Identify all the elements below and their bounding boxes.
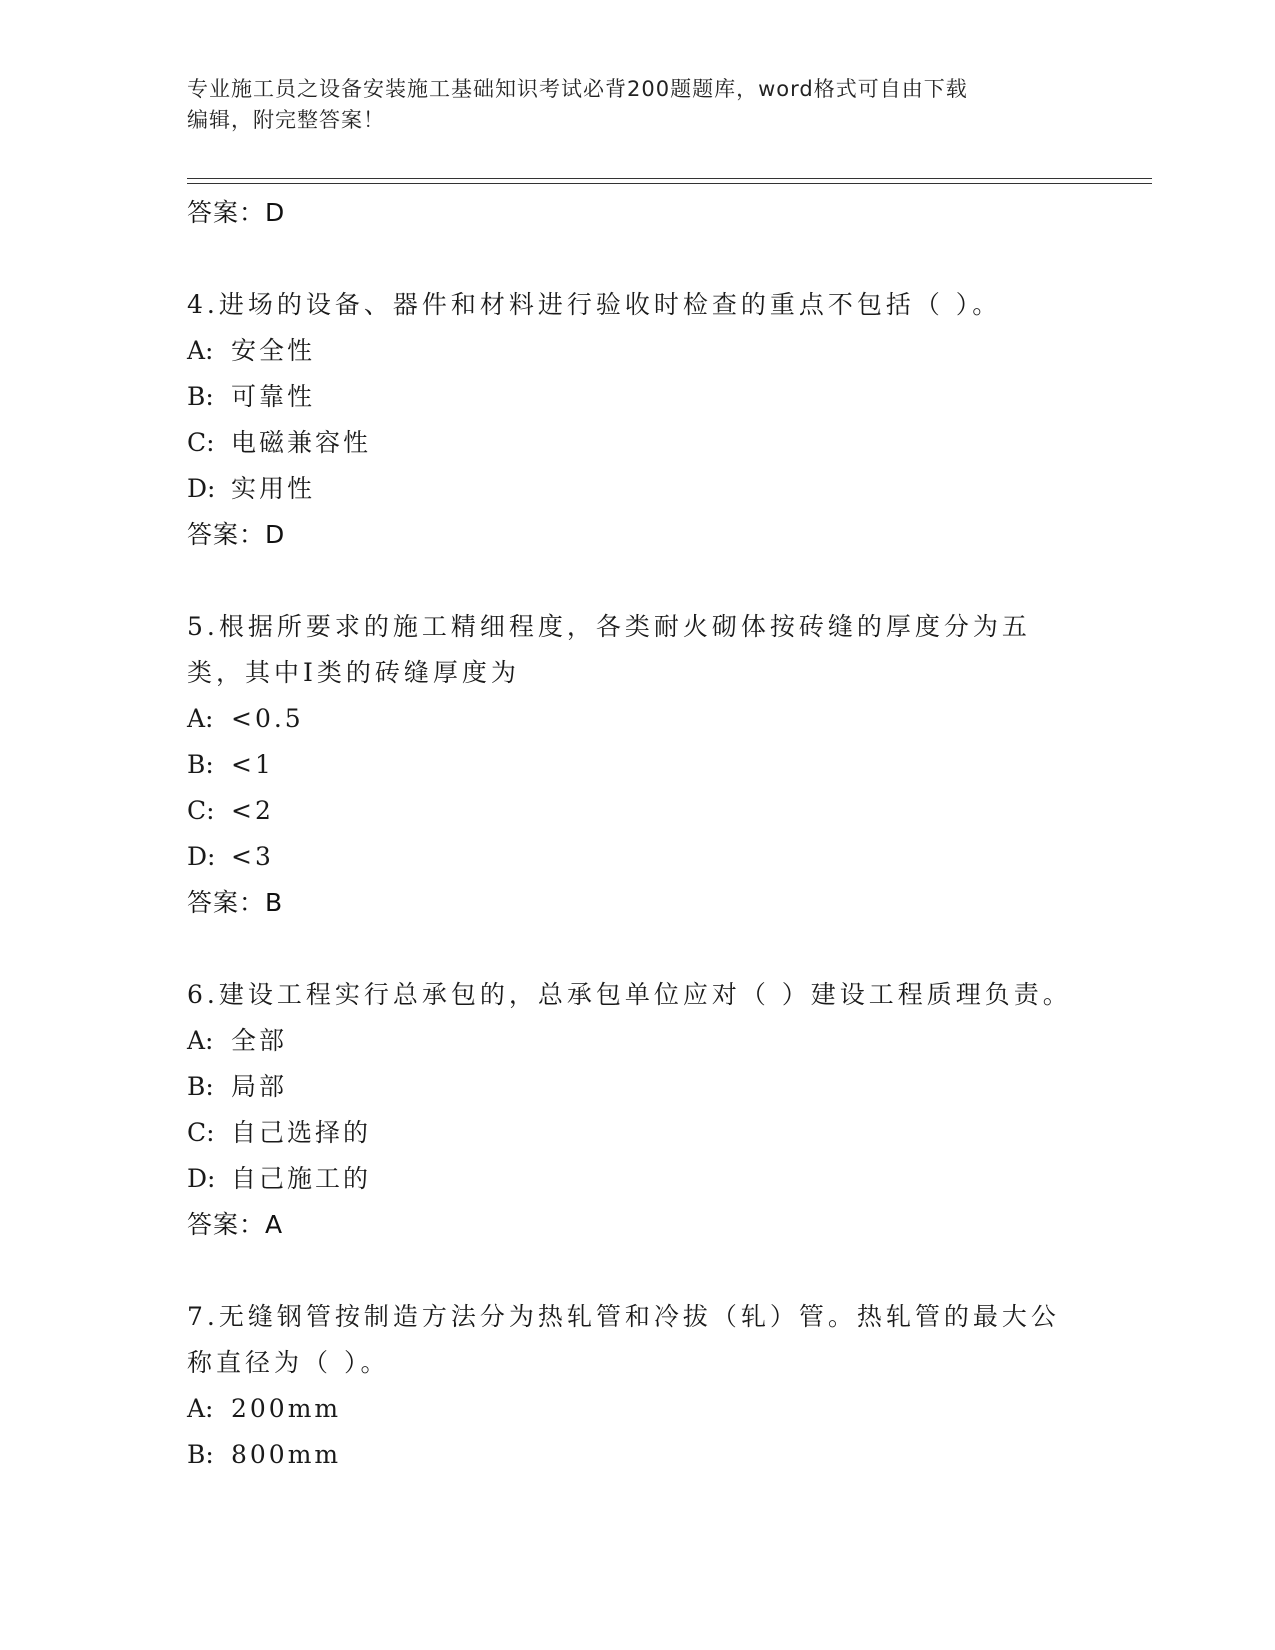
option-a bbox=[187, 328, 1087, 374]
option-text: 自己施工的 bbox=[231, 1164, 372, 1193]
option-b bbox=[187, 742, 1087, 788]
option-letter: D: bbox=[187, 474, 216, 503]
option-b bbox=[187, 374, 1087, 420]
answer-line: 答案：D bbox=[187, 520, 286, 549]
question-block bbox=[187, 604, 1087, 926]
option-text: 电磁兼容性 bbox=[231, 428, 372, 457]
answer-line: 答案：D bbox=[187, 198, 286, 227]
option-letter: A: bbox=[187, 1394, 214, 1423]
option-letter: C: bbox=[187, 1118, 215, 1147]
option-text: <1 bbox=[231, 750, 274, 779]
option-text: 200mm bbox=[231, 1394, 342, 1423]
option-c bbox=[187, 420, 1087, 466]
question-text: 4.进场的设备、器件和材料进行验收时检查的重点不包括（ ）。 bbox=[187, 290, 1002, 319]
option-a bbox=[187, 1018, 1087, 1064]
option-letter: C: bbox=[187, 796, 215, 825]
option-text: 800mm bbox=[231, 1440, 342, 1469]
option-letter: A: bbox=[187, 704, 214, 733]
answer-line: 答案：B bbox=[187, 888, 284, 917]
option-d bbox=[187, 834, 1087, 880]
header-divider-bottom bbox=[187, 183, 1152, 184]
option-text: <3 bbox=[231, 842, 274, 871]
option-letter: B: bbox=[187, 750, 214, 779]
question-text: 6.建设工程实行总承包的，总承包单位应对（ ）建设工程质理负责。 bbox=[187, 980, 1072, 1009]
option-letter: D: bbox=[187, 1164, 216, 1193]
option-text: 全部 bbox=[231, 1026, 288, 1055]
option-letter: B: bbox=[187, 1440, 214, 1469]
option-letter: A: bbox=[187, 1026, 214, 1055]
header-title-line-1: 专业施工员之设备安装施工基础知识考试必背200题题库，word格式可自由下载 bbox=[187, 77, 968, 101]
option-b bbox=[187, 1064, 1087, 1110]
answer-line: 答案：A bbox=[187, 1210, 284, 1239]
option-text: 安全性 bbox=[231, 336, 316, 365]
option-d bbox=[187, 1156, 1087, 1202]
option-letter: B: bbox=[187, 382, 214, 411]
option-letter: D: bbox=[187, 842, 216, 871]
option-letter: A: bbox=[187, 336, 214, 365]
question-text: 5.根据所要求的施工精细程度，各类耐火砌体按砖缝的厚度分为五类，其中Ⅰ类的砖缝厚度为 bbox=[187, 612, 1031, 687]
header-divider-top bbox=[187, 178, 1152, 179]
option-text: 实用性 bbox=[231, 474, 316, 503]
question-text: 7.无缝钢管按制造方法分为热轧管和冷拔（轧）管。热轧管的最大公称直径为（ ）。 bbox=[187, 1302, 1060, 1377]
option-text: 自己选择的 bbox=[231, 1118, 372, 1147]
option-text: 可靠性 bbox=[231, 382, 316, 411]
document-body bbox=[187, 190, 1087, 1478]
option-c bbox=[187, 788, 1087, 834]
option-d bbox=[187, 466, 1087, 512]
option-letter: B: bbox=[187, 1072, 214, 1101]
question-block bbox=[187, 972, 1087, 1248]
option-b bbox=[187, 1432, 1087, 1478]
option-text: 局部 bbox=[231, 1072, 288, 1101]
question-block bbox=[187, 1294, 1087, 1478]
option-text: <2 bbox=[231, 796, 274, 825]
page-header bbox=[187, 74, 1087, 136]
option-c bbox=[187, 1110, 1087, 1156]
option-letter: C: bbox=[187, 428, 215, 457]
question-block bbox=[187, 282, 1087, 558]
option-text: <0.5 bbox=[231, 704, 304, 733]
header-title-line-2: 编辑，附完整答案！ bbox=[187, 108, 385, 132]
option-a bbox=[187, 1386, 1087, 1432]
option-a bbox=[187, 696, 1087, 742]
